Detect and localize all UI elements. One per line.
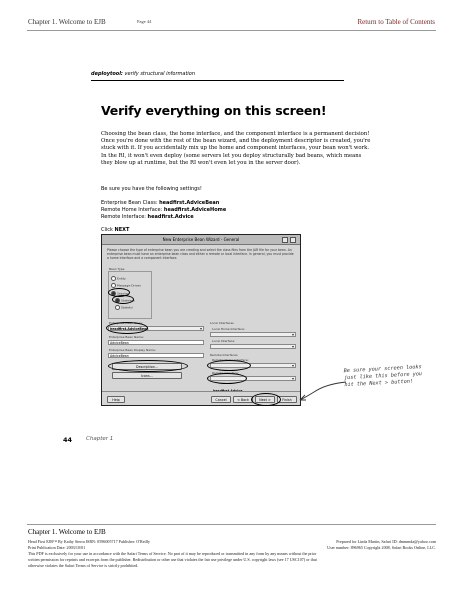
handwritten-note: Be sure your screen looks just like this before you hit the Next > button!: [343, 364, 423, 389]
close-icon[interactable]: [290, 237, 296, 243]
description-button-label: Description...: [136, 365, 158, 369]
icons-button-label: Icons...: [141, 374, 153, 378]
page-header: [0, 0, 463, 36]
click-value: NEXT: [114, 227, 130, 233]
highlight-oval: [106, 322, 148, 334]
setting-remote-home-label: Remote Home Interface:: [101, 207, 163, 213]
click-label: Click: [101, 227, 113, 233]
footer-prepared-for: Prepared for Linda Martin, Safari ID: dmmmda@yahoo.com: [336, 539, 436, 544]
radio-stateful-label: Stateful: [121, 305, 133, 310]
footer-license-1: This PDF is exclusively for your use in accordance with the Safari Terms of Service. No part of it may be reproduced or transmitted in any form by any means without the prior: [28, 551, 317, 556]
highlight-oval: [251, 393, 281, 406]
setting-ejb-class: [101, 200, 219, 207]
remote-interface-label: Remote Interface:: [212, 371, 239, 375]
dialog-title: New Enterprise Bean Wizard - General: [162, 237, 240, 242]
local-interface-label: Local Interface:: [212, 339, 236, 343]
setting-remote-home-value: headfirst.AdviceHome: [163, 207, 227, 213]
back-button[interactable]: [233, 396, 253, 403]
icons-button[interactable]: [112, 372, 182, 379]
highlight-oval: [207, 373, 247, 384]
help-button[interactable]: [107, 396, 125, 403]
help-button-label: Help: [112, 398, 120, 402]
return-to-toc-link[interactable]: Return to Table of Contents: [357, 18, 435, 26]
footer-book-info: Head First EJB™ By Kathy Sierra ISBN: 0596005717 Publisher: O'Reilly: [28, 539, 150, 544]
highlight-oval: [112, 295, 134, 304]
next-button-label: Next >: [259, 398, 271, 402]
ejb-display-input[interactable]: [108, 353, 204, 358]
radio-message-label: Message-Driven: [117, 283, 142, 288]
settings-intro: Be sure you have the following settings!: [101, 186, 202, 192]
remote-interfaces-label: Remote Interfaces: [210, 353, 238, 357]
cancel-button-label: Cancel: [215, 398, 227, 402]
local-home-select[interactable]: [210, 332, 296, 337]
dialog-instructions: Please choose the type of enterprise bean you are creating and select the class files from the JAR file for your bean. An enterprise bean must have an enterprise bean class and either a remote or local interface. In general, you must provide a home interface and a component interface.: [107, 248, 294, 260]
bean-wizard-dialog: [101, 234, 301, 406]
radio-stateless-label: Stateless: [121, 298, 135, 303]
local-interface-select[interactable]: [210, 344, 296, 349]
ejb-class-value: headfirst.AdviceBean: [110, 327, 149, 331]
cancel-button[interactable]: [211, 396, 231, 403]
ejb-name-input[interactable]: [108, 340, 204, 345]
footer-license-3: otherwise violates the Safari Terms of Service is strictly prohibited.: [28, 563, 139, 568]
setting-ejb-class-label: Enterprise Bean Class:: [101, 200, 158, 206]
footer-user-number: User number: 896965 Copyright 2008, Safari Books Online, LLC.: [327, 545, 436, 550]
setting-ejb-class-value: headfirst.AdviceBean: [159, 200, 220, 206]
header-page-number: Page 44: [137, 19, 152, 24]
section-tool: deploytool:: [91, 71, 123, 77]
finish-button-label: Finish: [282, 398, 292, 402]
setting-remote-interface-label: Remote Interface:: [101, 214, 146, 220]
radio-entity-label: Entity: [117, 276, 126, 281]
footer-title: Chapter 1. Welcome to EJB: [28, 528, 106, 536]
local-home-label: Local Home Interface:: [212, 327, 245, 331]
radio-circle-icon: [115, 305, 120, 310]
ejb-name-label: Enterprise Bean Name:: [109, 335, 144, 339]
highlight-oval: [207, 360, 251, 371]
remote-interface-value: headfirst.Advice: [213, 389, 243, 393]
setting-remote-interface: [101, 214, 194, 221]
back-button-label: < Back: [237, 398, 249, 402]
setting-remote-interface-value: headfirst.Advice: [147, 214, 194, 220]
dialog-title-bar: [102, 235, 300, 245]
header-divider: [27, 30, 436, 31]
ejb-name-value: AdviceBean: [110, 341, 129, 345]
radio-circle-icon: [111, 276, 116, 281]
minimize-icon[interactable]: [282, 237, 288, 243]
arrow-icon: [296, 380, 348, 402]
footer-license-2: written permission for reprints and excerpts from the publisher. Redistribution or other use that violates the fair use privilege under U.S. copyright laws (see 17 USC107) or that: [28, 557, 317, 562]
body-paragraph: Choosing the bean class, the home interface, and the component interface is a permanent decision! Once you're done with the rest of the bean wizard, and the deployment descriptor is created, you're stuck with it. If you accidentally mix up the home and component interfaces, your bean won't work. In the RI, it won't even deploy (some servers let you deploy structurally bad beans, which means they blow up at runtime, but the RI won't even let you in the server door).: [101, 131, 371, 166]
section-divider: [91, 80, 344, 81]
highlight-oval: [108, 360, 188, 372]
section-label: [91, 71, 195, 77]
radio-session-label: Session: [117, 291, 129, 296]
dialog-button-divider: [102, 391, 300, 392]
ejb-display-value: AdviceBean: [110, 354, 129, 358]
page-heading: Verify everything on this screen!: [101, 103, 327, 118]
footer-pub-date: Print Publication Date: 2003/10/01: [28, 545, 86, 550]
radio-entity[interactable]: [111, 276, 126, 281]
radio-stateful[interactable]: [115, 305, 133, 310]
ejb-class-label: Enterprise Bean Class:: [109, 321, 143, 325]
ejb-display-label: Enterprise Bean Display Name:: [109, 348, 156, 352]
chapter-label: Chapter 1: [86, 436, 114, 442]
remote-home-label: Remote Home Interface:: [212, 358, 249, 362]
local-interfaces-label: Local Interfaces: [210, 321, 234, 325]
section-subtitle: verify structural information: [124, 71, 196, 77]
bean-type-label: Bean Type: [109, 267, 125, 271]
footer-divider: [27, 524, 436, 525]
click-next-instruction: [101, 227, 129, 234]
setting-remote-home: [101, 207, 226, 214]
header-title: Chapter 1. Welcome to EJB: [28, 18, 106, 26]
page-number: 44: [63, 436, 73, 444]
